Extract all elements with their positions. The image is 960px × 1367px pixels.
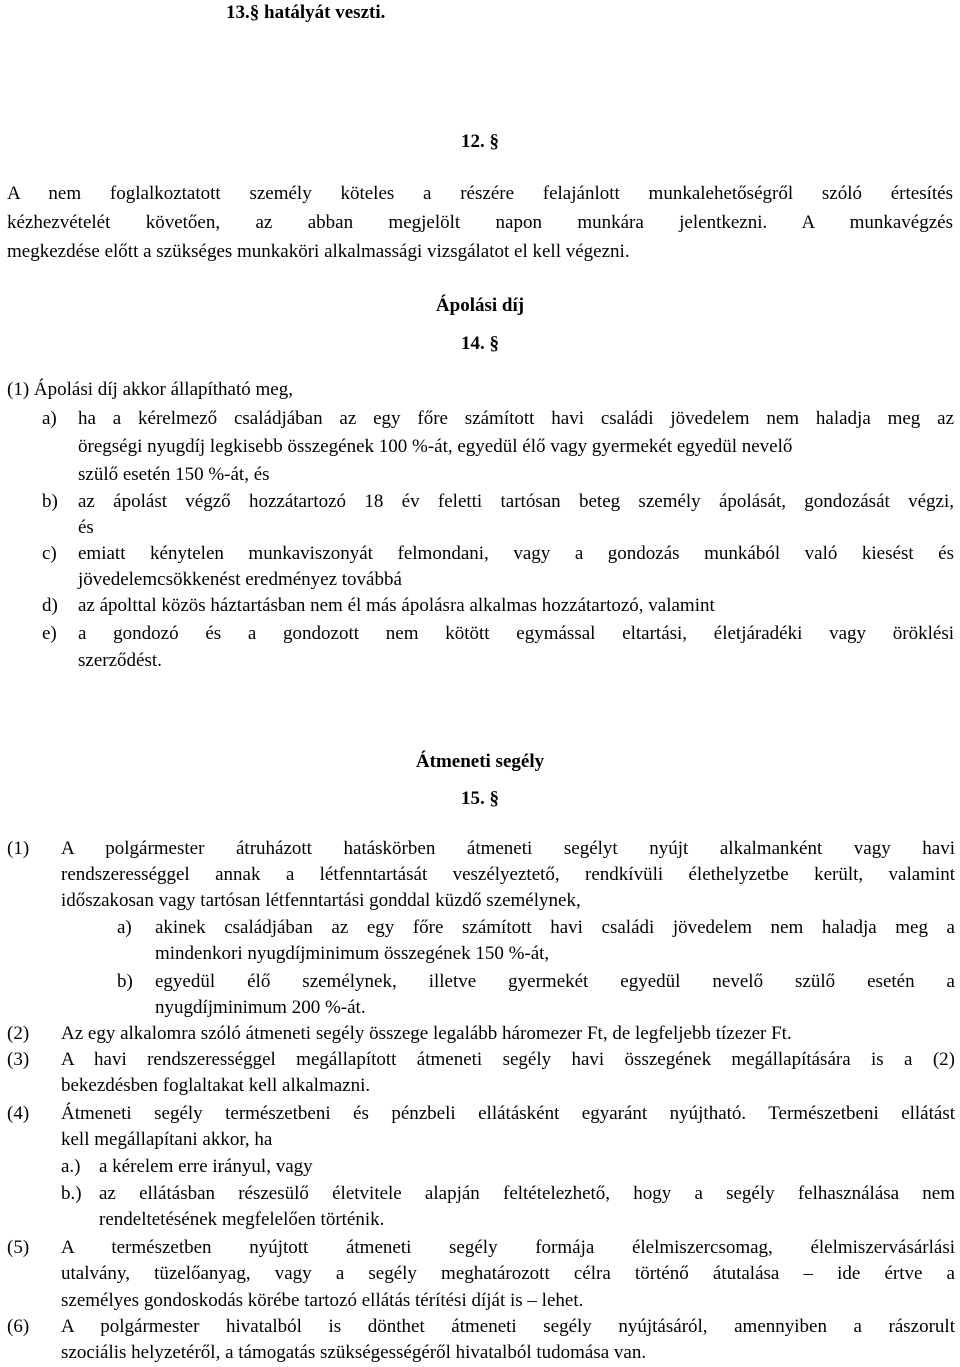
para-6-line-2: szociális helyzetéről, a támogatás szükségességéről hivatalból tudomása van. (61, 1342, 647, 1363)
para-3-line-2: bekezdésben foglaltakat kell alkalmazni. (61, 1075, 371, 1096)
para-6-line-1: A polgármester hivatalból is dönthet átmeneti segély nyújtásáról, amennyiben a rászorult (61, 1316, 955, 1337)
item-d-line-1: az ápolttal közös háztartásban nem él más ápolásra alkalmas hozzátartozó, valamint (78, 595, 715, 616)
item-b-line-2: és (78, 517, 94, 538)
para-1-marker: (1) (7, 838, 30, 859)
para-3-marker: (3) (7, 1049, 30, 1070)
item-c-line-1: emiatt kénytelen munkaviszonyát felmondani, vagy a gondozás munkából való kiesést és (78, 543, 954, 564)
item-b-line-1: az ápolást végző hozzátartozó 18 év feletti tartósan beteg személy ápolását, gondozását végzi, (78, 491, 954, 512)
section-15-title: Átmeneti segély (415, 751, 545, 772)
para-4-line-2: kell megállapítani akkor, ha (61, 1129, 273, 1150)
item-a-marker: a) (42, 408, 57, 429)
section-12-line-1: A nem foglalkoztatott személy köteles a részére felajánlott munkalehetőségről szóló értesítés (7, 183, 953, 204)
para-2-marker: (2) (7, 1023, 30, 1044)
para-4-marker: (4) (7, 1103, 30, 1124)
section-12-line-2: kézhezvételét követően, az abban megjelölt napon munkára jelentkezni. A munkavégzés (7, 212, 953, 233)
section-12-line-3: megkezdése előtt a szükséges munkaköri alkalmassági vizsgálatot el kell végezni. (7, 241, 630, 262)
para-3-line-1: A havi rendszerességgel megállapított átmeneti segély havi összegének megállapítására is a (2) (61, 1049, 955, 1070)
para-1-item-b-line-1: egyedül élő személynek, illetve gyermekét egyedül nevelő szülő esetén a (155, 971, 955, 992)
para-1-item-a-line-2: mindenkori nyugdíjminimum összegének 150 %-át, (155, 943, 550, 964)
para-2-line-1: Az egy alkalomra szóló átmeneti segély összege legalább háromezer Ft, de legfeljebb tízezer Ft. (61, 1023, 792, 1044)
para-1-item-b-marker: b) (117, 971, 133, 992)
item-a-line-2: öregségi nyugdíj legkisebb összegének 100 %-át, egyedül élő vagy gyermekét egyedül nevelő (78, 436, 793, 457)
section-14-title: Ápolási díj (435, 295, 525, 316)
section-12-number: 12. § (461, 131, 499, 152)
item-d-marker: d) (42, 595, 58, 616)
para-1-item-a-marker: a) (117, 917, 132, 938)
para-5-line-2: utalvány, tüzelőanyag, vagy a segély meghatározott célra történő átutalása – ide értve a (61, 1263, 955, 1284)
para-6-marker: (6) (7, 1316, 30, 1337)
section-14-number: 14. § (461, 333, 499, 354)
para-1-line-3: időszakosan vagy tartósan létfenntartási gonddal küzdő személynek, (61, 890, 581, 911)
para-4-item-a-marker: a.) (61, 1156, 81, 1177)
section-15-number: 15. § (461, 788, 499, 809)
item-e-line-2: szerződést. (78, 650, 162, 671)
para-4-item-b-line-2: rendeltetésének megfelelően történik. (99, 1209, 385, 1230)
item-c-marker: c) (42, 543, 57, 564)
item-a-line-1: ha a kérelmező családjában az egy főre számított havi családi jövedelem nem haladja meg az (78, 408, 954, 429)
para-5-marker: (5) (7, 1237, 30, 1258)
para-1-line-2: rendszerességgel annak a létfenntartását veszélyeztető, rendkívüli élethelyzetbe került, valamint (61, 864, 955, 885)
para-5-line-1: A természetben nyújtott átmeneti segély formája élelmiszercsomag, élelmiszervásárlási (61, 1237, 955, 1258)
item-c-line-2: jövedelemcsökkenést eredményez továbbá (78, 569, 402, 590)
section-14-intro: (1) Ápolási díj akkor állapítható meg, (7, 379, 293, 400)
para-1-line-1: A polgármester átruházott hatáskörben átmeneti segélyt nyújt alkalmanként vagy havi (61, 838, 955, 859)
para-1-item-a-line-1: akinek családjában az egy főre számított havi családi jövedelem nem haladja meg a (155, 917, 955, 938)
para-4-line-1: Átmeneti segély természetbeni és pénzbeli ellátásként egyaránt nyújtható. Természetbeni ellátást (61, 1103, 955, 1124)
section-13-heading: 13.§ hatályát veszti. (226, 2, 386, 23)
item-a-line-3: szülő esetén 150 %-át, és (78, 464, 270, 485)
para-4-item-a-line-1: a kérelem erre irányul, vagy (99, 1156, 313, 1177)
para-4-item-b-line-1: az ellátásban részesülő életvitele alapján feltételezhető, hogy a segély felhasználása nem (99, 1183, 955, 1204)
item-b-marker: b) (42, 491, 58, 512)
item-e-line-1: a gondozó és a gondozott nem kötött egymással eltartási, életjáradéki vagy öröklési (78, 623, 954, 644)
para-1-item-b-line-2: nyugdíjminimum 200 %-át. (155, 997, 366, 1018)
para-4-item-b-marker: b.) (61, 1183, 82, 1204)
para-5-line-3: személyes gondoskodás körébe tartozó ellátás térítési díját is – lehet. (61, 1290, 584, 1311)
item-e-marker: e) (42, 623, 57, 644)
